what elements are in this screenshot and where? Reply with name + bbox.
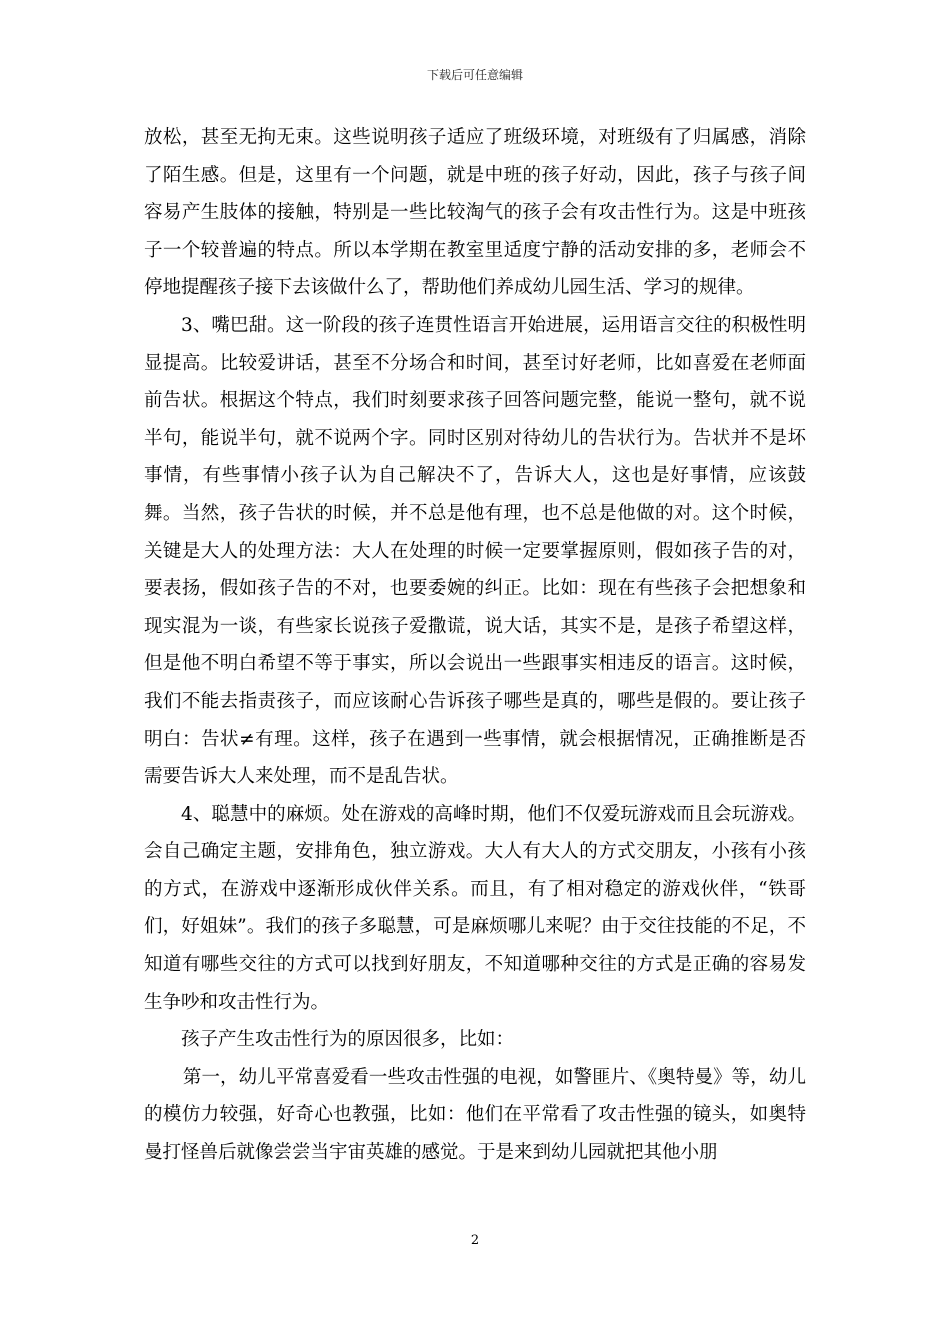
page-number: 2: [470, 1233, 480, 1248]
paragraph-continuation: 放松，甚至无拘无束。这些说明孩子适应了班级环境，对班级有了归属感，消除了陌生感。但是，这里有一个问题，就是中班的孩子好动，因此，孩子与孩子间容易产生肢体的接触，特别是一些比较淘气的孩子会有攻击性行为。这是中班孩子一个较普遍的特点。所以本学期在教室里适度宁静的活动安排的多，老师会不停地提醒孩子接下去该做什么了，帮助他们养成幼儿园生活、学习的规律。: [144, 127, 806, 299]
paragraph-first-cause: 第一，幼儿平常喜爱看一些攻击性强的电视，如警匪片、《奥特曼》等，幼儿的模仿力较强，好奇心也教强，比如：他们在平常看了攻击性强的镜头，如奥特曼打怪兽后就像尝尝当宇宙英雄的感觉。于是来到幼儿园就把其他小朋: [144, 1066, 806, 1164]
paragraph-sweet-mouth: 3、嘴巴甜。这一阶段的孩子连贯性语言开始进展，运用语言交往的积极性明显提高。比较爱讲话，甚至不分场合和时间，甚至讨好老师，比如喜爱在老师面前告状。根据这个特点，我们时刻要求孩子回答问题完整，能说一整句，就不说半句，能说半句，就不说两个字。同时区别对待幼儿的告状行为。告状并不是坏事情，有些事情小孩子认为自己解决不了，告诉大人，这也是好事情，应该鼓舞。当然，孩子告状的时候，并不总是他有理，也不总是他做的对。这个时候，关键是大人的处理方法：大人在处理的时候一定要掌握原则，假如孩子告的对，要表扬，假如孩子告的不对，也要委婉的纠正。比如：现在有些孩子会把想象和现实混为一谈，有些家长说孩子爱撒谎，说大话，其实不是，是孩子希望这样，但是他不明白希望不等于事实，所以会说出一些跟事实相违反的语言。这时候，我们不能去指责孩子，而应该耐心告诉孩子哪些是真的，哪些是假的。要让孩子明白：告状≠有理。这样，孩子在遇到一些事情，就会根据情况，正确推断是否需要告诉大人来处理，而不是乱告状。: [144, 314, 806, 788]
paragraph-aggression-causes: 孩子产生攻击性行为的原因很多，比如：: [181, 1029, 515, 1051]
document-body: [144, 119, 806, 1172]
page-header: 下载后可任意编辑: [426, 68, 523, 82]
paragraph-clever-trouble: 4、聪慧中的麻烦。处在游戏的高峰时期，他们不仅爱玩游戏而且会玩游戏。会自己确定主题，安排角色，独立游戏。大人有大人的方式交朋友，小孩有小孩的方式，在游戏中逐渐形成伙伴关系。而且，有了相对稳定的游戏伙伴，“铁哥们，好姐妹”。我们的孩子多聪慧，可是麻烦哪儿来呢？由于交往技能的不足，不知道有哪些交往的方式可以找到好朋友，不知道哪种交往的方式是正确的容易发生争吵和攻击性行为。: [144, 803, 806, 1013]
